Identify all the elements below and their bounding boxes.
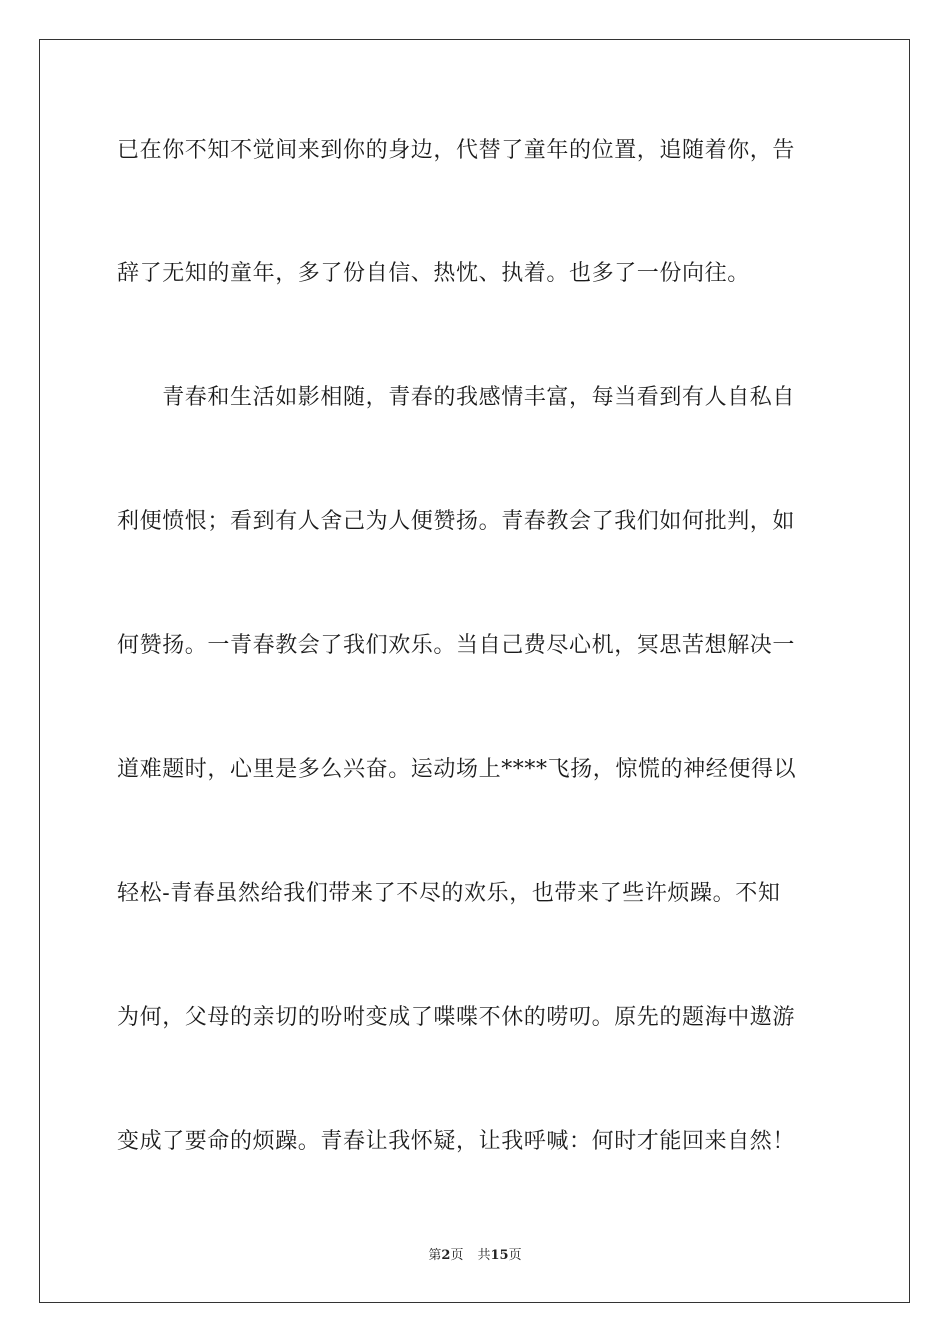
paragraph-line: 轻松-青春虽然给我们带来了不尽的欢乐，也带来了些许烦躁。不知 (117, 881, 781, 906)
paragraph-line: 辞了无知的童年，多了份自信、热忱、执着。也多了一份向往。 (117, 261, 750, 286)
paragraph-line: 变成了要命的烦躁。青春让我怀疑，让我呼喊：何时才能回来自然！ (117, 1129, 796, 1154)
page-footer (0, 1247, 950, 1265)
paragraph-line: 青春和生活如影相随，青春的我感情丰富，每当看到有人自私自 (117, 385, 796, 410)
page-border (39, 39, 910, 1303)
paragraph-line: 为何，父母的亲切的吩咐变成了喋喋不休的唠叨。原先的题海中遨游 (117, 1005, 796, 1030)
page-total (477, 1248, 521, 1263)
paragraph-line: 道难题时，心里是多么兴奋。运动场上****飞扬，惊慌的神经便得以 (117, 757, 797, 782)
page-number (428, 1248, 463, 1263)
paragraph-line: 已在你不知不觉间来到你的身边，代替了童年的位置，追随着你，告 (117, 138, 796, 163)
page-suffix: 页 (450, 1248, 464, 1263)
current-page: 2 (441, 1248, 451, 1263)
total-pages: 15 (490, 1248, 509, 1263)
paragraph-line: 利便愤恨；看到有人舍己为人便赞扬。青春教会了我们如何批判，如 (117, 509, 796, 534)
paragraph-line: 何赞扬。一青春教会了我们欢乐。当自己费尽心机，冥思苦想解决一 (117, 633, 796, 658)
total-suffix: 页 (508, 1248, 522, 1263)
total-prefix: 共 (477, 1248, 491, 1263)
page-prefix: 第 (428, 1248, 442, 1263)
